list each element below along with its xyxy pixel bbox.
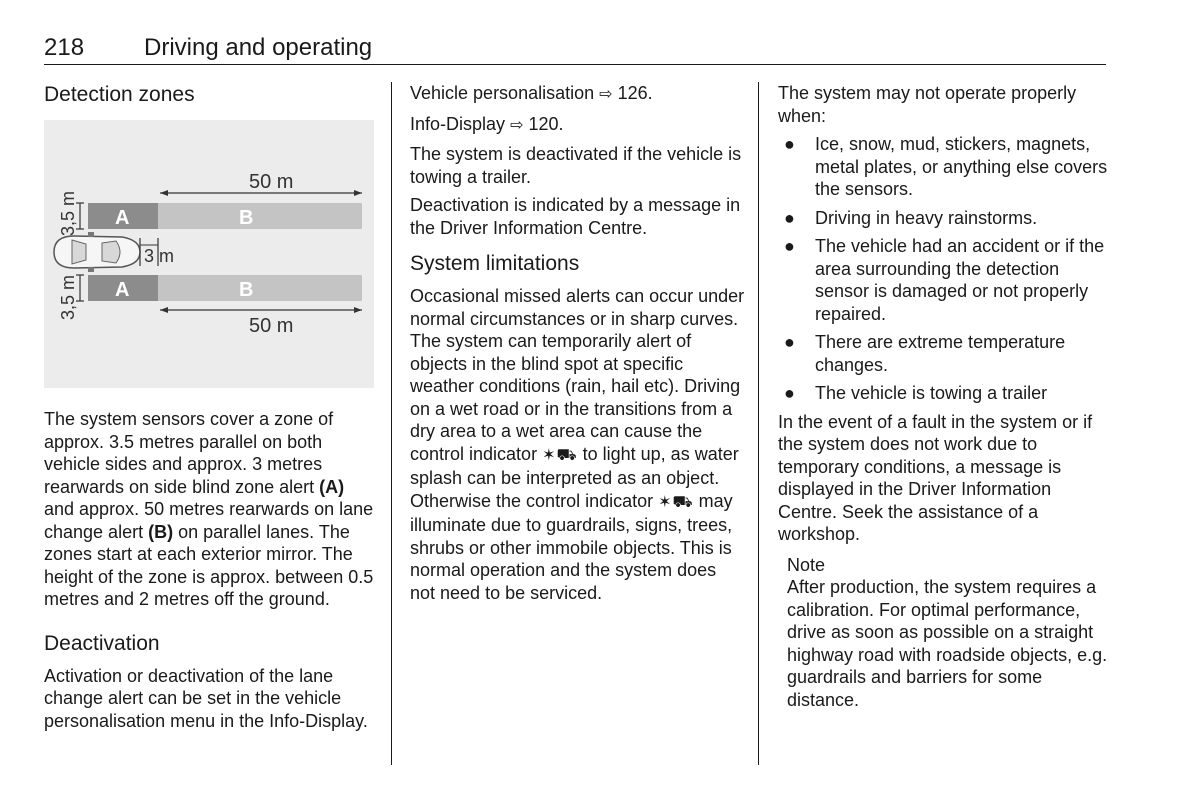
list-item: ● The vehicle had an accident or if the area surrounding the detection sensor is damaged or not properly repaired. <box>784 236 1105 324</box>
gap-distance-label: 3 m <box>144 246 175 266</box>
list-item: ● There are extreme temperature changes. <box>784 332 1066 375</box>
deactivation-message-paragraph: Deactivation is indicated by a message in the Driver Information Centre. <box>410 195 741 238</box>
limitations-list <box>778 133 1108 405</box>
zone-b-top <box>158 203 362 229</box>
page-section-title: Driving and operating <box>144 34 373 61</box>
bullet-icon: ● <box>784 134 795 154</box>
top-distance-label: 50 m <box>249 171 294 193</box>
column-1 <box>44 82 374 732</box>
section-heading-system-limitations: System limitations <box>410 252 580 275</box>
zone-b-label: B <box>239 207 254 229</box>
list-item: ● Driving in heavy rainstorms. <box>784 207 1038 228</box>
side-blind-zone-alert-icon: ✶⛟ <box>658 493 694 511</box>
bullet-icon: ● <box>784 383 795 403</box>
section-heading-deactivation: Deactivation <box>44 631 160 655</box>
zone-a-label: A <box>115 279 130 301</box>
arrow-right-outline-icon: ⇨ <box>599 86 613 103</box>
cross-reference-vehicle-personalisation[interactable]: Vehicle personalisation ⇨ 126. <box>410 83 653 103</box>
detection-zones-figure <box>44 120 374 388</box>
zone-a-label: A <box>115 207 130 229</box>
zone-b-bottom <box>158 275 362 301</box>
note-box <box>778 554 1108 712</box>
column-3 <box>778 82 1108 711</box>
zone-b-label: B <box>239 279 254 301</box>
note-title: Note <box>787 554 826 575</box>
page-number: 218 <box>44 34 85 61</box>
bullet-icon: ● <box>784 207 795 228</box>
detection-zones-paragraph: The system sensors cover a zone of approx. 3.5 metres parallel on both vehicle sides and approx. 3 metres rearwards on side blind zone alert (A) and approx. 50 metres rearwards on lane change alert (B) on parallel lanes. The zones start at each exterior mirror. The height of the zone is approx. between 0.5 metres and 2 metres off the ground. <box>44 409 374 609</box>
limitations-intro: The system may not operate properly when: <box>778 83 1077 126</box>
trailer-deactivation-paragraph: The system is deactivated if the vehicle is towing a trailer. <box>410 144 742 187</box>
detection-zones-diagram <box>44 120 374 388</box>
column-divider <box>391 82 392 765</box>
page-header <box>44 32 1106 65</box>
arrow-right-outline-icon: ⇨ <box>510 116 524 134</box>
bullet-icon: ● <box>784 236 795 256</box>
cross-reference-info-display[interactable]: Info-Display ⇨ 120. <box>410 113 564 134</box>
bullet-icon: ● <box>784 332 795 352</box>
system-limitations-paragraph: Occasional missed alerts can occur under normal circumstances or in sharp curves. The system can temporarily alert of objects in the blind spot at specific weather conditions (rain, hail etc). Driving on a wet road or in the transitions from a dry area to a wet area can cause the control indicator ✶⛟ to light up, as water splash can be interpreted as an object. Otherwise the control indicator ✶⛟ may illuminate due to guardrails, signs, trees, shrubs or other immobile objects. This is normal operation and the system does not need to be serviced. <box>410 286 745 603</box>
zone-width-top-label: 3,5 m <box>58 190 78 236</box>
deactivation-paragraph: Activation or deactivation of the lane change alert can be set in the vehicle personalisation menu in the Info-Display. <box>44 665 368 731</box>
column-2 <box>410 82 745 604</box>
car-icon <box>54 232 140 272</box>
column-divider <box>758 82 759 765</box>
list-item: ● Ice, snow, mud, stickers, magnets, metal plates, or anything else covers the sensors. <box>784 134 1108 199</box>
zone-width-bottom-label: 3,5 m <box>58 274 78 320</box>
note-text: After production, the system requires a calibration. For optimal performance, drive as soon as possible on a straight highway road with roadside objects, e.g. guardrails and barriers for some distance. <box>787 577 1108 710</box>
fault-paragraph: In the event of a fault in the system or if the system does not work due to temporary conditions, a message is displayed in the Driver Information Centre. Seek the assistance of a workshop. <box>778 411 1093 544</box>
list-item: ● The vehicle is towing a trailer <box>784 383 1048 403</box>
section-heading-detection-zones: Detection zones <box>44 83 195 106</box>
bottom-distance-label: 50 m <box>249 315 294 337</box>
side-blind-zone-alert-icon: ✶⛟ <box>542 446 578 464</box>
